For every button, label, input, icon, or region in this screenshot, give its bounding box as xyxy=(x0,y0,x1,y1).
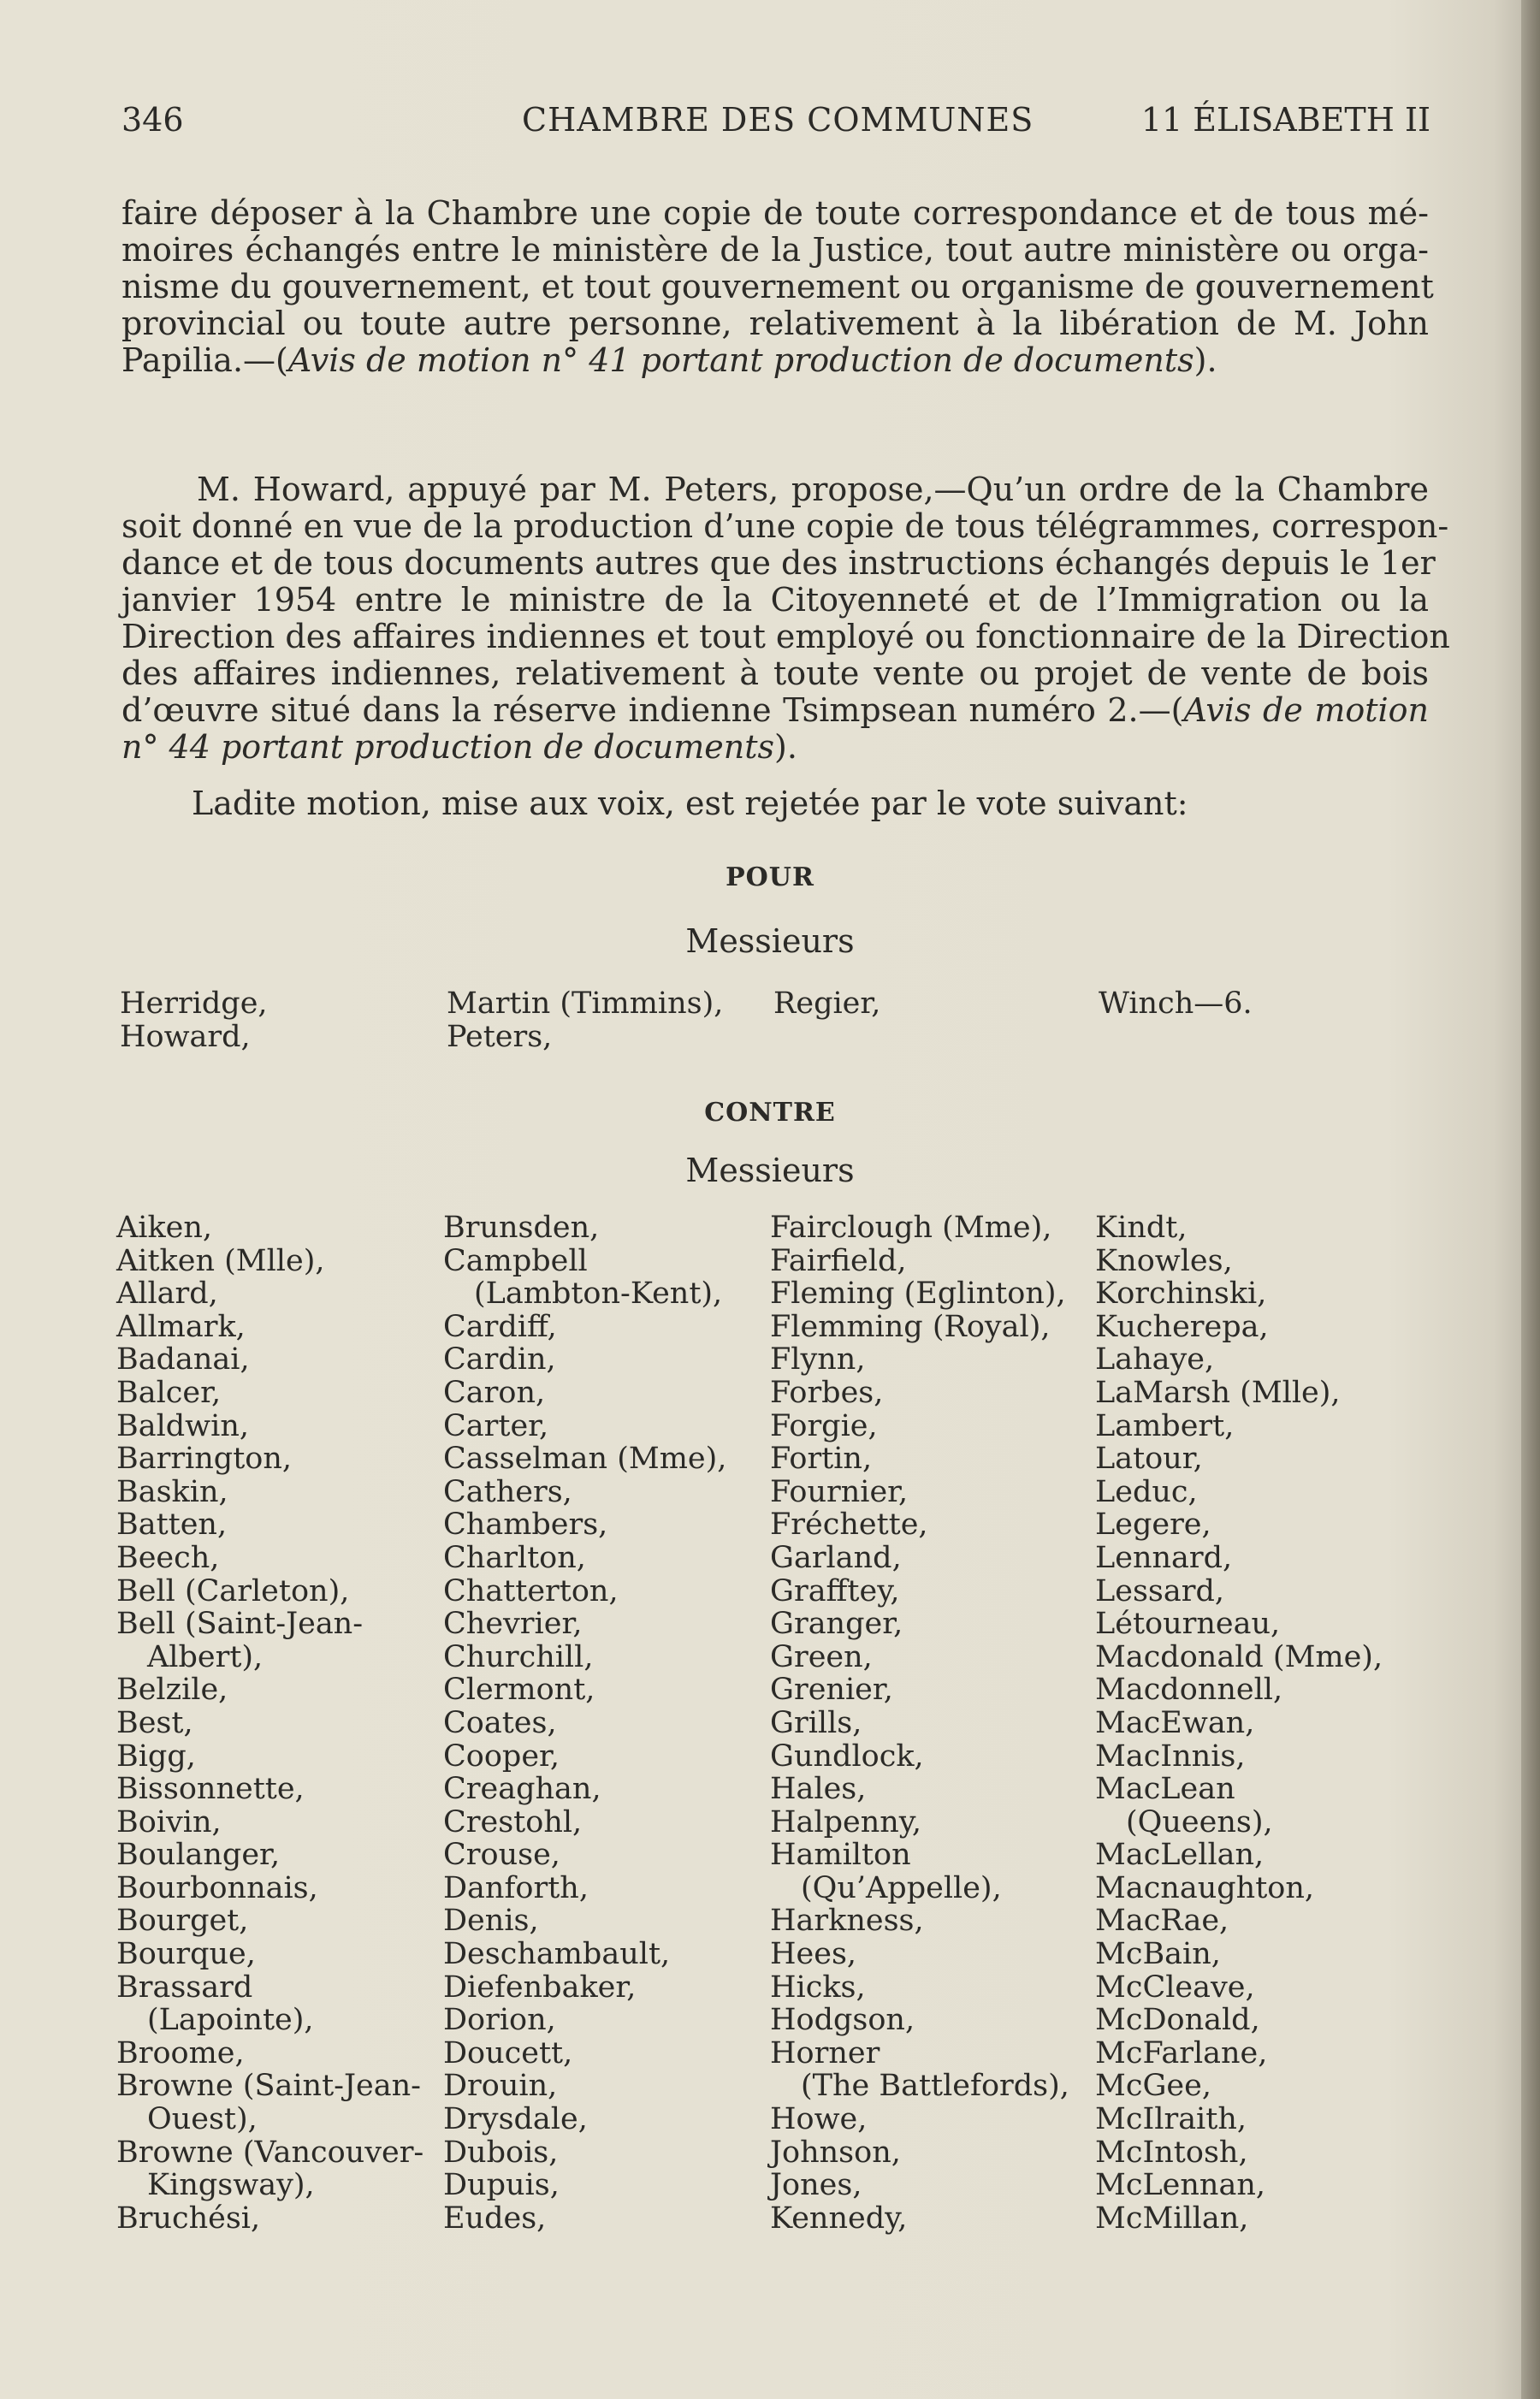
member-name: (Lapointe), xyxy=(147,2003,314,2038)
member-name: Broome, xyxy=(116,2035,245,2070)
member-name: Macdonald (Mme), xyxy=(1095,1639,1383,1674)
paragraph-howard-motion xyxy=(121,471,1450,766)
member-name: McIntosh, xyxy=(1095,2135,1248,2170)
member-name: Hodgson, xyxy=(770,2003,915,2038)
member-name: Badanai, xyxy=(116,1342,250,1377)
member-name: Leduc, xyxy=(1095,1474,1198,1509)
member-name: McBain, xyxy=(1095,1937,1221,1972)
member-name: Cooper, xyxy=(443,1739,560,1774)
member-name: Winch—6. xyxy=(1099,986,1253,1021)
member-name: Kucherepa, xyxy=(1095,1309,1269,1344)
text-line: nisme du gouvernement, et tout gouvernement ou organisme de gouvernement xyxy=(121,268,1434,305)
running-header xyxy=(121,101,1430,144)
member-name: Halpenny, xyxy=(770,1804,922,1839)
member-name: Drouin, xyxy=(443,2069,558,2104)
member-name: Bissonnette, xyxy=(116,1772,305,1807)
member-name: Belzile, xyxy=(116,1673,228,1708)
member-name: Latour, xyxy=(1095,1442,1203,1477)
member-name: Grafftey, xyxy=(770,1573,900,1608)
text-line: moires échangés entre le ministère de la Justice, tout autre ministère ou orga- xyxy=(121,231,1429,269)
member-name: Cardin, xyxy=(443,1342,556,1377)
name-column xyxy=(773,987,880,1021)
member-name: Brassard xyxy=(116,1970,253,2005)
paragraph-vote-result: Ladite motion, mise aux voix, est rejetée par le vote suivant: xyxy=(192,785,1188,822)
text-run: d’œuvre situé dans la réserve indienne Tsimpsean numéro 2.—( xyxy=(121,691,1184,729)
text-line xyxy=(121,692,1429,729)
text-line: faire déposer à la Chambre une copie de toute correspondance et de tous mé- xyxy=(121,194,1429,232)
member-name: Flemming (Royal), xyxy=(770,1309,1051,1344)
member-name: Allmark, xyxy=(116,1309,246,1344)
member-name: Peters, xyxy=(447,1020,553,1054)
member-name: Danforth, xyxy=(443,1870,589,1905)
member-name: Allard, xyxy=(116,1277,218,1312)
member-name: Howe, xyxy=(770,2102,868,2137)
member-name: Hales, xyxy=(770,1772,867,1807)
member-name: Churchill, xyxy=(443,1639,594,1674)
text-run: Papilia.—( xyxy=(121,341,288,379)
member-name: Fréchette, xyxy=(770,1508,928,1543)
member-name: Bruchési, xyxy=(116,2201,261,2236)
member-name: Kindt, xyxy=(1095,1211,1188,1245)
name-column xyxy=(770,1211,1069,2235)
member-name: Chambers, xyxy=(443,1508,608,1543)
member-name: Fairclough (Mme), xyxy=(770,1211,1052,1245)
member-name: Dorion, xyxy=(443,2003,556,2038)
member-name: Hicks, xyxy=(770,1970,866,2005)
member-name: Forbes, xyxy=(770,1375,884,1410)
member-name: MacRae, xyxy=(1095,1904,1229,1939)
member-name: Gundlock, xyxy=(770,1739,924,1774)
member-name: Beech, xyxy=(116,1540,220,1575)
member-name: (The Battlefords), xyxy=(801,2069,1069,2104)
member-name: Grills, xyxy=(770,1705,862,1740)
member-name: Carter, xyxy=(443,1408,549,1443)
text-line: dance et de tous documents autres que des instructions échangés depuis le 1er xyxy=(121,544,1436,582)
text-line: soit donné en vue de la production d’une copie de tous télégrammes, correspon- xyxy=(121,507,1449,545)
paragraph-papilia-motion xyxy=(121,194,1434,379)
member-name: Browne (Saint-Jean- xyxy=(116,2069,421,2104)
member-name: Brunsden, xyxy=(443,1211,600,1245)
member-name: MacLellan, xyxy=(1095,1838,1265,1873)
member-name: Clermont, xyxy=(443,1673,595,1708)
member-name: Cathers, xyxy=(443,1474,572,1509)
text-line xyxy=(121,729,1429,766)
member-name: Fortin, xyxy=(770,1442,873,1477)
member-name: Fleming (Eglinton), xyxy=(770,1277,1066,1312)
member-name: Dubois, xyxy=(443,2135,559,2170)
page-number: 346 xyxy=(121,101,184,139)
contre-heading: CONTRE xyxy=(704,1098,836,1128)
text-line: Direction des affaires indiennes et tout employé ou fonctionnaire de la Direction xyxy=(121,618,1450,655)
member-name: Garland, xyxy=(770,1540,902,1575)
member-name: Knowles, xyxy=(1095,1243,1233,1278)
member-name: Macnaughton, xyxy=(1095,1870,1315,1905)
member-name: Chevrier, xyxy=(443,1607,583,1642)
text-line: des affaires indiennes, relativement à toute vente ou projet de vente de bois xyxy=(121,655,1429,692)
member-name: Baskin, xyxy=(116,1474,228,1509)
member-name: Boivin, xyxy=(116,1804,222,1839)
member-name: Korchinski, xyxy=(1095,1277,1267,1312)
member-name: Fournier, xyxy=(770,1474,909,1509)
member-name: Bell (Carleton), xyxy=(116,1573,350,1608)
member-name: McIlraith, xyxy=(1095,2102,1247,2137)
member-name: Lennard, xyxy=(1095,1540,1233,1575)
member-name: Creaghan, xyxy=(443,1772,601,1807)
member-name: Regier, xyxy=(773,986,881,1021)
member-name: (Qu’Appelle), xyxy=(801,1870,1002,1905)
member-name: Barrington, xyxy=(116,1442,292,1477)
member-name: Balcer, xyxy=(116,1375,222,1410)
member-name: Baldwin, xyxy=(116,1408,250,1443)
member-name: Grenier, xyxy=(770,1673,893,1708)
member-name: MacEwan, xyxy=(1095,1705,1255,1740)
contre-subheading: Messieurs xyxy=(685,1152,855,1189)
member-name: Lahaye, xyxy=(1095,1342,1215,1377)
member-name: Denis, xyxy=(443,1904,539,1939)
text-line: janvier 1954 entre le ministre de la Citoyenneté et de l’Immigration ou la xyxy=(121,581,1429,619)
member-name: Diefenbaker, xyxy=(443,1970,637,2005)
italic-run: n° 44 portant production de documents xyxy=(121,728,775,766)
member-name: Deschambault, xyxy=(443,1937,671,1972)
member-name: Horner xyxy=(770,2035,880,2070)
text-run: ). xyxy=(774,728,797,766)
name-column xyxy=(447,987,723,1054)
member-name: Fairfield, xyxy=(770,1243,907,1278)
member-name: Albert), xyxy=(147,1639,264,1674)
member-name: Aiken, xyxy=(116,1211,213,1245)
member-name: MacLean xyxy=(1095,1772,1235,1807)
member-name: Dupuis, xyxy=(443,2168,560,2203)
member-name: Doucett, xyxy=(443,2035,573,2070)
member-name: Drysdale, xyxy=(443,2102,588,2137)
member-name: Howard, xyxy=(120,1020,251,1054)
member-name: Chatterton, xyxy=(443,1573,619,1608)
member-name: (Queens), xyxy=(1126,1804,1273,1839)
member-name: Cardiff, xyxy=(443,1309,557,1344)
member-name: Crouse, xyxy=(443,1838,560,1873)
name-column xyxy=(120,987,268,1054)
member-name: Best, xyxy=(116,1705,193,1740)
italic-run: Avis de motion n° 41 portant production de documents xyxy=(287,341,1194,379)
member-name: Bourbonnais, xyxy=(116,1870,318,1905)
pour-heading: POUR xyxy=(726,862,814,892)
page-edge-shadow xyxy=(1521,0,1540,2399)
member-name: Browne (Vancouver- xyxy=(116,2135,424,2170)
text-line: M. Howard, appuyé par M. Peters, propose,—Qu’un ordre de la Chambre xyxy=(197,471,1429,508)
member-name: Johnson, xyxy=(770,2135,901,2170)
member-name: Caron, xyxy=(443,1375,546,1410)
member-name: Bourque, xyxy=(116,1937,256,1972)
member-name: Bell (Saint-Jean- xyxy=(116,1607,364,1642)
member-name: Flynn, xyxy=(770,1342,866,1377)
member-name: MacInnis, xyxy=(1095,1739,1246,1774)
member-name: (Lambton-Kent), xyxy=(474,1277,723,1312)
member-name: McMillan, xyxy=(1095,2201,1249,2236)
member-name: Coates, xyxy=(443,1705,557,1740)
member-name: Jones, xyxy=(770,2168,862,2203)
member-name: McLennan, xyxy=(1095,2168,1266,2203)
house-title: CHAMBRE DES COMMUNES xyxy=(522,101,1034,139)
member-name: Harkness, xyxy=(770,1904,924,1939)
member-name: Kennedy, xyxy=(770,2201,908,2236)
pour-subheading: Messieurs xyxy=(685,922,855,960)
member-name: Kingsway), xyxy=(147,2168,315,2203)
member-name: Martin (Timmins), xyxy=(447,986,724,1021)
member-name: Crestohl, xyxy=(443,1804,583,1839)
member-name: Green, xyxy=(770,1639,873,1674)
member-name: Bourget, xyxy=(116,1904,249,1939)
member-name: Hamilton xyxy=(770,1838,911,1873)
member-name: Ouest), xyxy=(147,2102,258,2137)
member-name: Forgie, xyxy=(770,1408,878,1443)
member-name: Charlton, xyxy=(443,1540,586,1575)
member-name: McCleave, xyxy=(1095,1970,1255,2005)
name-column xyxy=(443,1211,726,2235)
text-line: provincial ou toute autre personne, relativement à la libération de M. John xyxy=(121,305,1429,342)
member-name: Granger, xyxy=(770,1607,903,1642)
italic-run: Avis de motion xyxy=(1183,691,1430,729)
member-name: Bigg, xyxy=(116,1739,196,1774)
member-name: Lessard, xyxy=(1095,1573,1225,1608)
member-name: Herridge, xyxy=(120,986,268,1021)
member-name: McGee, xyxy=(1095,2069,1211,2104)
member-name: Boulanger, xyxy=(116,1838,281,1873)
member-name: Hees, xyxy=(770,1937,857,1972)
member-name: Lambert, xyxy=(1095,1408,1235,1443)
member-name: Eudes, xyxy=(443,2201,547,2236)
name-column xyxy=(1099,987,1253,1021)
member-name: McFarlane, xyxy=(1095,2035,1268,2070)
member-name: McDonald, xyxy=(1095,2003,1260,2038)
member-name: Batten, xyxy=(116,1508,228,1543)
reign-year: 11 ÉLISABETH II xyxy=(1140,101,1430,139)
name-column xyxy=(1095,1211,1383,2235)
member-name: Campbell xyxy=(443,1243,588,1278)
text-line xyxy=(121,342,1429,379)
text-run: ). xyxy=(1194,341,1217,379)
member-name: Létourneau, xyxy=(1095,1607,1281,1642)
member-name: Aitken (Mlle), xyxy=(116,1243,325,1278)
member-name: Casselman (Mme), xyxy=(443,1442,727,1477)
member-name: Macdonnell, xyxy=(1095,1673,1283,1708)
name-column xyxy=(116,1211,424,2235)
member-name: Legere, xyxy=(1095,1508,1211,1543)
member-name: LaMarsh (Mlle), xyxy=(1095,1375,1341,1410)
